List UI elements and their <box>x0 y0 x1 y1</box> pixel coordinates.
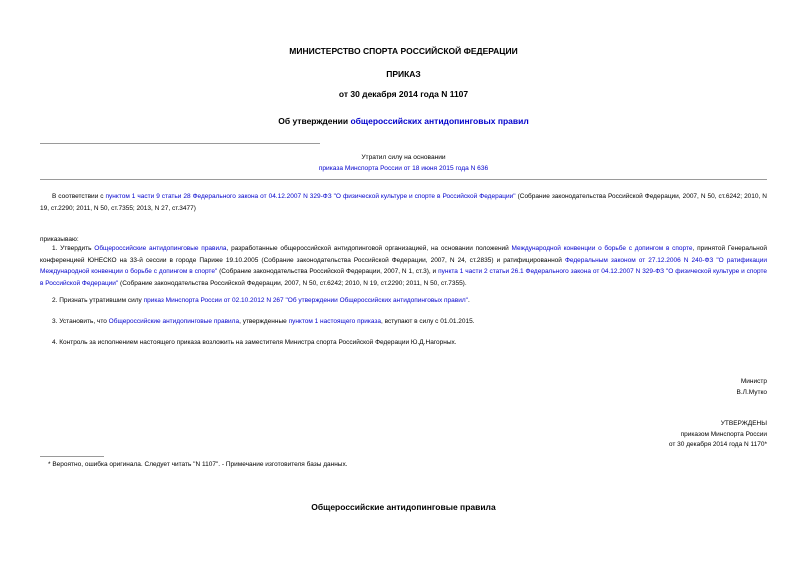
doc-title-prefix: Об утверждении <box>278 116 351 126</box>
status-note-link[interactable]: приказа Минспорта России от 18 июня 2015 года N 636 <box>318 165 489 172</box>
doc-title-link[interactable]: общероссийских антидопинговых правил <box>350 116 529 126</box>
item-1-text: 1. Утвердить <box>52 245 95 252</box>
preamble-paragraph <box>40 191 767 214</box>
approved-block <box>669 419 767 451</box>
preamble-text-tail: (Собрание законодательства Российской Федерации, 2007, N 50, ст.6242; 2010, N 19, ст.2290; 2011, N 50, ст.7355; 2013, N 27, ст.3477) <box>40 193 768 212</box>
doc-type-heading: ПРИКАЗ <box>386 69 421 79</box>
item-3-paragraph <box>40 316 767 328</box>
item-3-point-link[interactable]: пунктом 1 настоящего приказа <box>288 318 381 325</box>
item-3-rules-link[interactable]: Общероссийские антидопинговые правила <box>108 318 240 325</box>
doc-title <box>0 116 807 126</box>
item-1-convention-link[interactable]: Международной конвенции о борьбе с допингом в спорте <box>511 245 693 252</box>
item-1-text: , разработанные общероссийской антидопинговой организацией, на основании положений <box>226 245 512 252</box>
rules-title: Общероссийские антидопинговые правила <box>311 502 496 512</box>
item-3-text: , утвержденные <box>239 318 289 325</box>
preamble-text: В соответствии с <box>52 193 106 200</box>
item-1-ratification-link[interactable]: Федеральным законом от 27.12.2006 N 240-ФЗ "О ратификации Международной конвенции о борьбе с допингом в спорте" <box>40 256 768 275</box>
preamble-law-link[interactable]: пунктом 1 части 9 статьи 28 Федерального закона от 04.12.2007 N 329-ФЗ "О физической культуре и спорте в Российской Федерации" <box>105 193 516 200</box>
item-4-paragraph: 4. Контроль за исполнением настоящего приказа возложить на заместителя Министра спорта Российской Федерации Ю.Д.Нагорных. <box>52 339 457 346</box>
item-1-paragraph <box>40 243 767 289</box>
ministry-heading: МИНИСТЕРСТВО СПОРТА РОССИЙСКОЙ ФЕДЕРАЦИИ <box>289 46 518 56</box>
item-1-text: , принятой Генеральной конференцией ЮНЕСКО на 33-й сессии в городе Париже 19.10.2005 (Собрание законодательства Российской Федерации, 2007, N 24, ст.2835) и ратифицированной <box>40 245 768 264</box>
item-3-text: 3. Установить, что <box>52 318 109 325</box>
signature-block <box>737 377 767 398</box>
order-word: приказываю: <box>40 236 79 243</box>
item-2-paragraph <box>40 295 767 307</box>
item-1-text: (Собрание законодательства Российской Федерации, 2007, N 50, ст.6242; 2010, N 19, ст.2290; 2011, N 50, ст.7355). <box>118 279 467 287</box>
item-2-text: . <box>467 297 470 304</box>
status-note-line1: Утратил силу на основании <box>361 154 446 161</box>
long-divider <box>40 179 767 180</box>
item-1-text: (Собрание законодательства Российской Федерации, 2007, N 1, ст.3), и <box>217 268 439 275</box>
doc-date-number: от 30 декабря 2014 года N 1107 <box>338 89 469 99</box>
item-2-order-link[interactable]: приказ Минспорта России от 02.10.2012 N 267 "Об утверждении Общероссийских антидопинговых правил" <box>143 297 468 304</box>
approved-line2: приказом Минспорта России <box>680 430 767 438</box>
signature-position: Министр <box>740 378 767 385</box>
footnote-divider <box>40 456 104 457</box>
short-divider <box>40 143 320 144</box>
signature-name: В.Л.Мутко <box>736 388 767 396</box>
item-2-text: 2. Признать утратившим силу <box>52 297 144 304</box>
item-1-law-link[interactable]: пункта 1 части 2 статьи 26.1 Федерального закона от 04.12.2007 N 329-ФЗ "О физической культуре и спорте в Российской Федерации" <box>40 268 767 287</box>
approved-line1: УТВЕРЖДЕНЫ <box>720 420 767 427</box>
item-3-text: , вступают в силу с 01.01.2015. <box>380 318 475 325</box>
item-1-rules-link[interactable]: Общероссийские антидопинговые правила <box>94 245 227 252</box>
footnote-text: * Вероятно, ошибка оригинала. Следует читать "N 1107". - Примечание изготовителя базы данных. <box>48 461 348 468</box>
approved-line3: от 30 декабря 2014 года N 1170* <box>668 441 767 448</box>
